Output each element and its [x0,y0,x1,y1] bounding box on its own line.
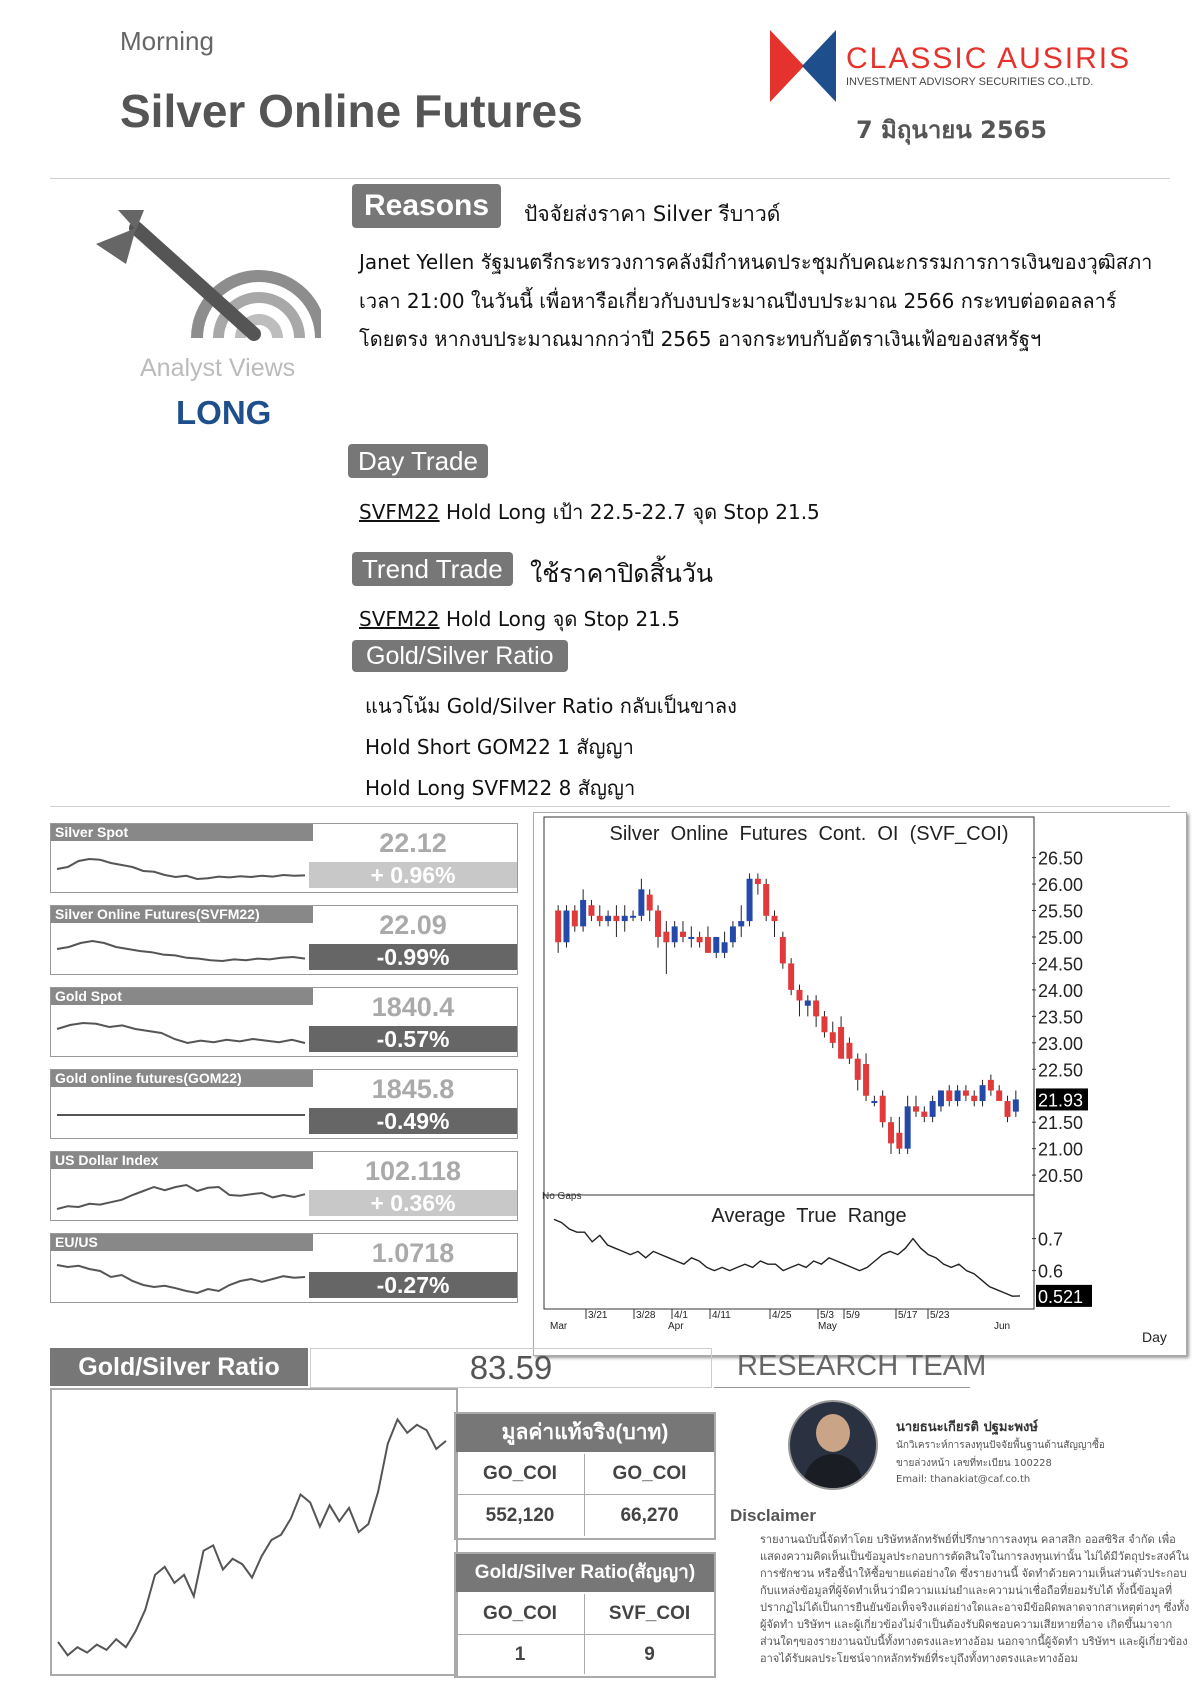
candle-body [772,916,778,921]
market-change: -0.99% [309,944,517,970]
candle-body [980,1085,986,1101]
header-kicker: Morning [120,26,214,56]
page-title: Silver Online Futures [120,85,583,137]
candle-body [713,937,719,953]
atr-tick-label: 0.6 [1038,1261,1064,1282]
disclaimer-line-3: การชักชวน หรือชี้นำให้ซื้อขายแต่อย่างใด ซึ่งรายงานนี้ จัดทำด้วยความเห็นส่วนตัวประกอบ [760,1567,1187,1580]
y-tick-label: 23.00 [1038,1033,1084,1054]
candle-body [930,1101,936,1117]
candle-body [996,1090,1002,1101]
market-sparkline-line [57,1185,305,1209]
company-subtitle: INVESTMENT ADVISORY SECURITIES CO.,LTD. [846,76,1094,88]
contract-table-col-1: GO_COI [456,1594,585,1635]
y-tick-label: 25.50 [1038,901,1084,922]
candle-body [896,1133,902,1149]
candle-body [880,1096,886,1122]
candle-body [663,932,669,943]
market-price: 1.0718 [371,1238,455,1268]
market-name: Silver Spot [51,824,313,841]
market-price: 1840.4 [371,992,455,1022]
avatar-face [816,1414,850,1452]
x-tick-label: 4/25 [772,1310,792,1321]
market-card [50,905,518,975]
analyst-reg: ขายล่วงหน้า เลขที่ทะเบียน 100228 [896,1458,1052,1469]
candle-body [838,1027,844,1059]
reasons-tag: Reasons [352,184,501,228]
market-card [50,987,518,1057]
x-tick-label: 4/11 [712,1310,731,1321]
market-card [50,1233,518,1303]
chart-note: No Gaps [542,1191,582,1202]
market-sparkline [53,1089,309,1137]
ratio-line-2: Hold Short GOM22 1 สัญญา [365,735,634,759]
candle-body [938,1090,944,1106]
candle-body [955,1090,961,1101]
x-tick-label: 5/3 [820,1310,834,1321]
y-tick-label: 24.00 [1038,980,1084,1001]
candle-body [788,963,794,989]
candle-body [605,916,611,921]
candle-body [638,889,644,915]
market-sparkline-line [57,1023,305,1043]
candle-body [597,916,603,921]
contract-table-title: Gold/Silver Ratio(สัญญา) [456,1554,714,1592]
candle-body [830,1032,836,1043]
gs-ratio-chart [52,1390,456,1674]
ratio-tag: Gold/Silver Ratio [352,640,568,672]
candle-body [730,926,736,942]
y-tick-label: 23.50 [1038,1007,1084,1028]
candle-body [722,942,728,953]
market-change: -0.27% [309,1272,517,1298]
candle-body [697,937,703,942]
candle-body [630,916,636,918]
day-trade-text: Hold Long เป้า 22.5-22.7 จุด Stop 21.5 [445,500,820,524]
disclaimer-line-6: ผู้จัดทำ บริษัทฯ และผู้เกี่ยวข้องไม่จำเป็นต้องรับผิดชอบความเสียหายที่อาจ เกิดขึ้นมาจาก [760,1618,1173,1631]
candle-body [763,884,769,916]
x-tick-label: 3/21 [588,1310,608,1321]
contract-table-col-2: SVF_COI [585,1594,714,1635]
disclaimer-line-5: ปรากฏไม่ได้เป็นการยืนยันข้อเท็จจริงแต่อย่างใดและอาจมีข้อผิดพลาดจากสาเหตุต่างๆ ซึ่งทั้ง [760,1601,1190,1614]
market-change: -0.49% [309,1108,517,1134]
gs-ratio-label: Gold/Silver Ratio [50,1348,308,1386]
candle-body [921,1112,927,1117]
last-price-label: 21.93 [1038,1090,1084,1111]
candle-body [855,1059,861,1080]
reasons-line-2: เวลา 21:00 ในวันนี้ เพื่อหารือเกี่ยวกับงบประมาณปีงบประมาณ 2566 กระทบต่อดอลลาร์ [359,289,1117,313]
plot-frame [544,817,1034,1309]
x-month-label: Apr [668,1321,684,1332]
trend-trade-tag: Trend Trade [352,552,513,586]
market-name: EU/US [51,1234,313,1251]
value-table-val-2: 66,270 [620,1505,679,1526]
x-axis-unit: Day [1142,1329,1167,1345]
y-tick-label: 20.50 [1038,1166,1084,1187]
trend-trade-symbol: SVFM22 [359,607,440,631]
candle-body [563,911,569,943]
x-month-label: Mar [550,1321,568,1332]
y-tick-label: 26.00 [1038,875,1084,896]
candle-body [688,937,694,939]
market-card [50,1151,518,1221]
candle-body [705,937,711,953]
analyst-views-label: Analyst Views [140,354,296,382]
candle-body [655,911,661,937]
analyst-email: Email: thanakiat@caf.co.th [896,1474,1031,1485]
market-card [50,1069,518,1139]
market-sparkline [53,925,309,973]
candle-body [1005,1101,1011,1117]
report-date: 7 มิถุนายน 2565 [856,116,1047,144]
value-table [454,1412,716,1540]
y-tick-label: 26.50 [1038,848,1084,869]
candle-body [846,1043,852,1059]
candle-body [796,990,802,1001]
value-table-val-1: 552,120 [456,1495,585,1536]
reasons-line-3: โดยตรง หากงบประมาณมากกว่าปี 2565 อาจกระทบกับอัตราเงินเฟ้อของสหรัฐฯ [359,327,1042,351]
market-sparkline-line [57,941,305,961]
analyst-view-value: LONG [176,394,272,431]
market-sparkline [53,843,309,891]
candle-body [555,911,561,943]
ratio-line-1: แนวโน้ม Gold/Silver Ratio กลับเป็นขาลง [365,694,737,718]
candle-body [863,1064,869,1096]
market-sparkline-line [57,859,305,879]
candle-body [988,1080,994,1091]
candle-body [971,1096,977,1101]
candle-body [680,932,686,937]
market-change: + 0.36% [309,1190,517,1216]
day-trade-line [359,496,820,528]
market-sparkline [53,1007,309,1055]
reasons-title: ปัจจัยส่งราคา Silver รีบาวด์ [524,202,781,226]
market-name: Silver Online Futures(SVFM22) [51,906,313,923]
y-tick-label: 21.00 [1038,1139,1084,1160]
trend-trade-text: Hold Long จุด Stop 21.5 [445,607,681,631]
x-month-label: May [818,1321,837,1332]
candle-body [913,1106,919,1111]
market-sparkline-line [57,1265,305,1293]
candle-body [580,900,586,926]
market-sparkline [53,1253,309,1301]
trend-trade-note: ใช้ราคาปิดสิ้นวัน [530,559,713,588]
day-trade-symbol: SVFM22 [359,500,440,524]
candle-body [871,1101,877,1103]
price-chart [534,813,1186,1355]
y-tick-label: 25.00 [1038,927,1084,948]
y-tick-label: 24.50 [1038,954,1084,975]
gs-ratio-chart-panel [50,1388,458,1676]
candle-body [588,905,594,916]
market-price: 102.118 [364,1156,462,1186]
disclaimer-line-1: รายงานฉบับนี้จัดทำโดย บริษัทหลักทรัพย์ที่ปรึกษาการลงทุน คลาสสิก ออสซิริส จำกัด เพื่อ [760,1533,1176,1546]
market-sparkline [53,1171,309,1219]
x-tick-label: 5/23 [930,1310,950,1321]
market-name: US Dollar Index [51,1152,313,1169]
candle-body [647,895,653,911]
candle-body [572,911,578,927]
market-name: Gold Spot [51,988,313,1005]
candle-body [1013,1099,1019,1111]
disclaimer-line-8: อาจได้รับผลประโยชน์จากหลักทรัพย์ที่ระบุถึงทั้งทางตรงและทางอ้อม [760,1652,1078,1665]
atr-line [554,1219,1020,1296]
reasons-line-1: Janet Yellen รัฐมนตรีกระทรวงการคลังมีกำหนดประชุมกับคณะกรรมการการเงินของวุฒิสภา [359,250,1153,274]
ratio-line-3: Hold Long SVFM22 8 สัญญา [365,776,636,800]
analyst-avatar [788,1400,878,1490]
target-icon [96,206,321,348]
x-month-label: Jun [994,1321,1011,1332]
disclaimer-line-4: กับแหล่งข้อมูลที่ผู้จัดทำเห็นว่ามีความแม่นยำและความน่าเชื่อถือที่ยอมรับได้ ทั้งนี้ข้อมูลที่ [760,1584,1173,1597]
y-tick-label: 22.50 [1038,1060,1084,1081]
candle-body [946,1090,952,1101]
header-divider [50,178,1170,179]
contract-table-val-2: 9 [644,1644,655,1665]
market-change: -0.57% [309,1026,517,1052]
value-table-col-1: GO_COI [456,1454,585,1495]
market-price: 1845.8 [371,1074,455,1104]
atr-title: Average True Range [711,1205,907,1227]
value-table-col-2: GO_COI [585,1454,714,1495]
atr-tick-label: 0.7 [1038,1229,1064,1250]
atr-last-label: 0.521 [1038,1286,1084,1307]
candle-body [780,937,786,963]
candle-body [747,879,753,921]
x-tick-label: 3/28 [636,1310,656,1321]
analyst-role: นักวิเคราะห์การลงทุนปัจจัยพื้นฐานด้านสัญญาซื้อ [896,1440,1105,1451]
candle-body [888,1122,894,1143]
disclaimer-line-2: แสดงความคิดเห็นเป็นข้อมูลประกอบการตัดสินใจในการลงทุนเท่านั้น ไม่ได้มีวัตถุประสงค์ใน [760,1550,1189,1563]
candle-body [672,926,678,942]
candle-body [905,1106,911,1148]
avatar-suit [804,1454,862,1490]
value-table-title: มูลค่าแท้จริง(บาท) [456,1414,714,1452]
market-change: + 0.96% [309,862,517,888]
x-tick-label: 5/17 [898,1310,918,1321]
candle-body [755,879,761,884]
contract-table [454,1552,716,1678]
research-team-heading: RESEARCH TEAM [737,1350,987,1382]
x-tick-label: 5/9 [846,1310,860,1321]
candle-body [613,916,619,921]
company-name: CLASSIC AUSIRIS [846,42,1132,75]
candle-body [738,921,744,926]
company-logo-icon [770,30,836,102]
y-tick-label: 21.50 [1038,1113,1084,1134]
market-name: Gold online futures(GOM22) [51,1070,313,1087]
x-tick-label: 4/1 [674,1310,688,1321]
chart-title: Silver Online Futures Cont. OI (SVF_COI) [609,823,1009,845]
candle-body [821,1016,827,1032]
disclaimer-line-7: ส่วนใดๆของรายงานฉบับนี้ทั้งทางตรงและทางอ้อม นอกจากนี้ผู้จัดทำ บริษัทฯ และผู้เกี่ยวข้อง [760,1635,1188,1648]
gs-ratio-line [58,1419,446,1655]
candle-body [622,916,628,921]
price-chart-panel [533,812,1187,1356]
contract-table-val-1: 1 [456,1635,585,1674]
section-divider [50,806,1170,807]
disclaimer-title: Disclaimer [730,1506,816,1525]
market-card [50,823,518,893]
market-price: 22.12 [379,828,447,858]
analyst-name: นายธนะเกียรติ ปฐมะพงษ์ [896,1420,1038,1435]
trend-trade-line [359,603,680,635]
candle-body [813,1000,819,1016]
candle-body [963,1090,969,1095]
research-divider [714,1387,970,1388]
market-price: 22.09 [379,910,447,940]
day-trade-tag: Day Trade [348,444,488,478]
gs-ratio-value: 83.59 [310,1348,712,1388]
candle-body [805,1000,811,1005]
